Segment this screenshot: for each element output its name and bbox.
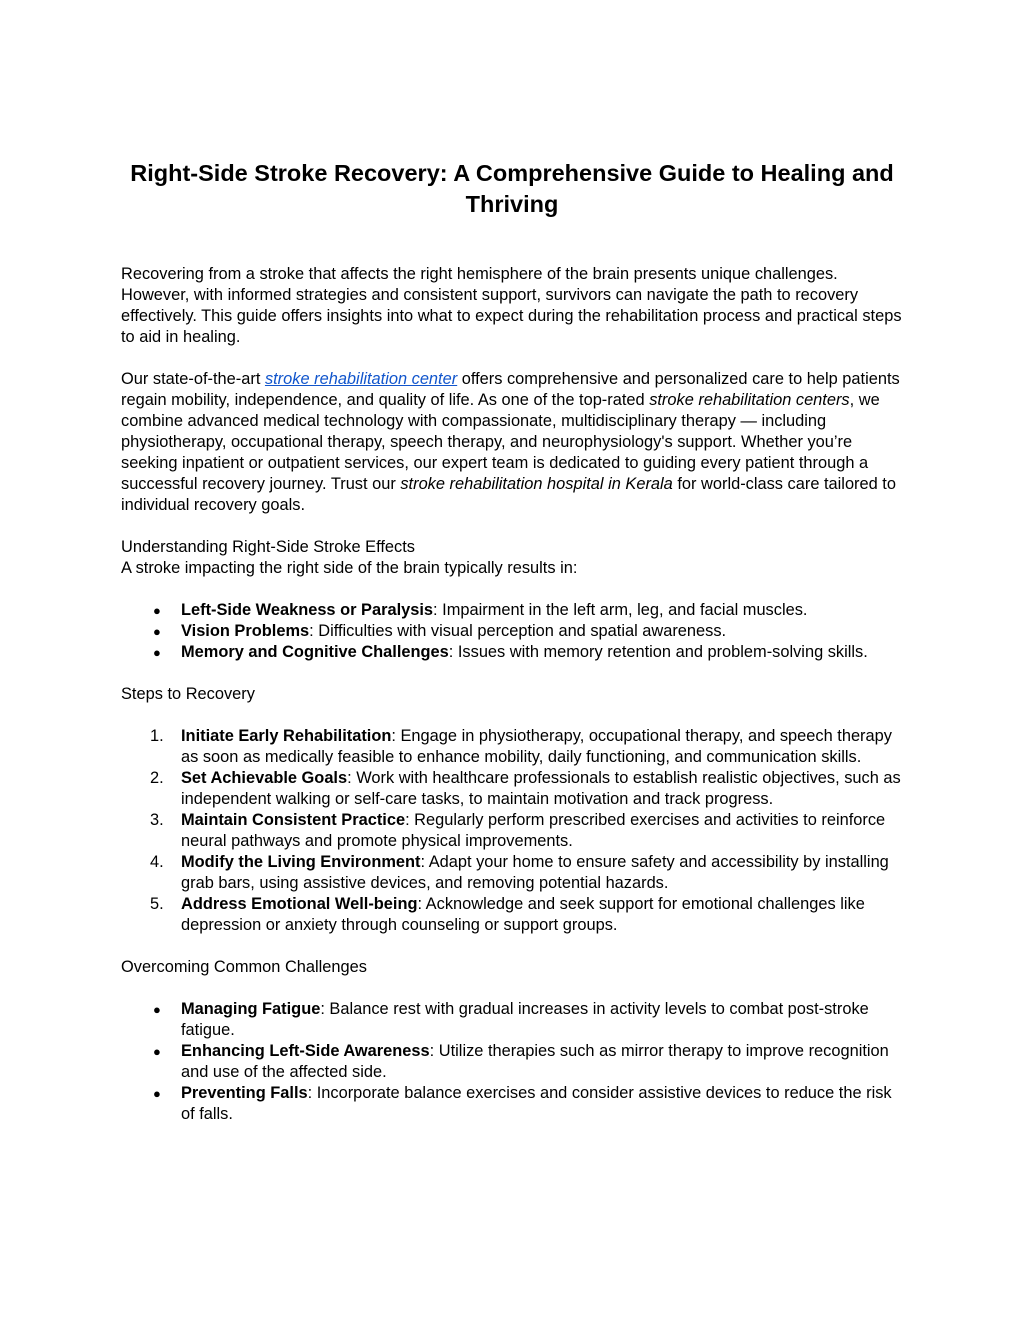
list-item [150, 726, 903, 768]
intro-paragraph: Recovering from a stroke that affects the right hemisphere of the brain presents unique challenges. However, with informed strategies and consistent support, survivors can navigate the path to recovery effectively. This guide offers insights into what to expect during the rehabilitation process and practical steps to aid in healing. [121, 265, 902, 346]
list-item-bold: Maintain Consistent Practice [181, 811, 406, 829]
challenges-heading: Overcoming Common Challenges [121, 958, 367, 976]
list-item-bold: Modify the Living Environment [181, 853, 421, 871]
list-item-bold: Vision Problems [181, 622, 310, 640]
list-item-text: : Acknowledge and seek support for emotional challenges like depression or anxiety through counseling or support groups. [181, 895, 865, 934]
list-item-bold: Enhancing Left-Side Awareness [181, 1042, 430, 1060]
page-title: Right-Side Stroke Recovery: A Comprehensive Guide to Healing and Thriving [130, 160, 894, 217]
list-item-text: : Impairment in the left arm, leg, and facial muscles. [433, 601, 808, 619]
list-item-bold: Address Emotional Well-being [181, 895, 418, 913]
center-italic-hospital: stroke rehabilitation hospital in Kerala [400, 475, 673, 493]
list-item [181, 642, 903, 663]
list-item-text: : Utilize therapies such as mirror therapy to improve recognition and use of the affected side. [181, 1042, 889, 1081]
list-item-bold: Preventing Falls [181, 1084, 308, 1102]
center-pre-link: Our state-of-the-art [121, 370, 265, 388]
list-item-bold: Left-Side Weakness or Paralysis [181, 601, 434, 619]
list-item-text: : Incorporate balance exercises and consider assistive devices to reduce the risk of falls. [181, 1084, 892, 1123]
list-item-text: : Regularly perform prescribed exercises and activities to reinforce neural pathways and promote physical improvements. [181, 811, 886, 850]
steps-heading: Steps to Recovery [121, 685, 255, 703]
list-item-text: : Adapt your home to ensure safety and accessibility by installing grab bars, using assistive devices, and removing potential hazards. [181, 853, 889, 892]
center-mid: , we combine advanced medical technology with compassionate, multidisciplinary therapy — including physiotherapy, occupational therapy, speech therapy, and neurophysiology's support. Whether you’re seeking inpatient or outpatient services, our expert team is dedicated to guiding every patient through a successful recovery journey. Trust our [121, 391, 880, 493]
list-item [181, 999, 903, 1041]
center-paragraph [121, 369, 903, 516]
list-item-number: 1. [150, 727, 164, 745]
list-item [181, 621, 903, 642]
effects-heading: Understanding Right-Side Stroke Effects [121, 538, 415, 556]
challenges-list [121, 999, 903, 1125]
list-item-bold: Initiate Early Rehabilitation [181, 727, 392, 745]
effects-lead: A stroke impacting the right side of the brain typically results in: [121, 559, 578, 577]
list-item-number: 2. [150, 769, 164, 787]
list-item-number: 4. [150, 853, 164, 871]
list-item [181, 600, 903, 621]
stroke-rehabilitation-center-link[interactable]: stroke rehabilitation center [264, 370, 458, 388]
list-item [150, 768, 903, 810]
list-item [150, 852, 903, 894]
list-item-text: : Work with healthcare professionals to establish realistic objectives, such as independent walking or self-care tasks, to maintain motivation and track progress. [181, 769, 901, 808]
center-italic-centers: stroke rehabilitation centers [649, 391, 850, 409]
list-item-bold: Set Achievable Goals [181, 769, 348, 787]
center-end: for world-class care tailored to individual recovery goals. [121, 475, 896, 514]
list-item-text: : Difficulties with visual perception and spatial awareness. [309, 622, 727, 640]
spacer [121, 579, 903, 600]
list-item-text: : Balance rest with gradual increases in activity levels to combat post-stroke fatigue. [181, 1000, 869, 1039]
list-item-number: 3. [150, 811, 164, 829]
list-item-bold: Memory and Cognitive Challenges [181, 643, 449, 661]
list-item-text: : Issues with memory retention and problem-solving skills. [448, 643, 868, 661]
list-item [181, 1041, 903, 1083]
list-item [150, 810, 903, 852]
list-item [181, 1083, 903, 1125]
steps-list [121, 726, 903, 936]
center-after-link: offers comprehensive and personalized care to help patients regain mobility, independence, and quality of life. As one of the top-rated [121, 370, 900, 409]
list-item-text: : Engage in physiotherapy, occupational therapy, and speech therapy as soon as medically feasible to enhance mobility, daily functioning, and communication skills. [181, 727, 892, 766]
list-item-number: 5. [150, 895, 164, 913]
list-item-bold: Managing Fatigue [181, 1000, 321, 1018]
effects-list [121, 600, 903, 663]
list-item [150, 894, 903, 936]
